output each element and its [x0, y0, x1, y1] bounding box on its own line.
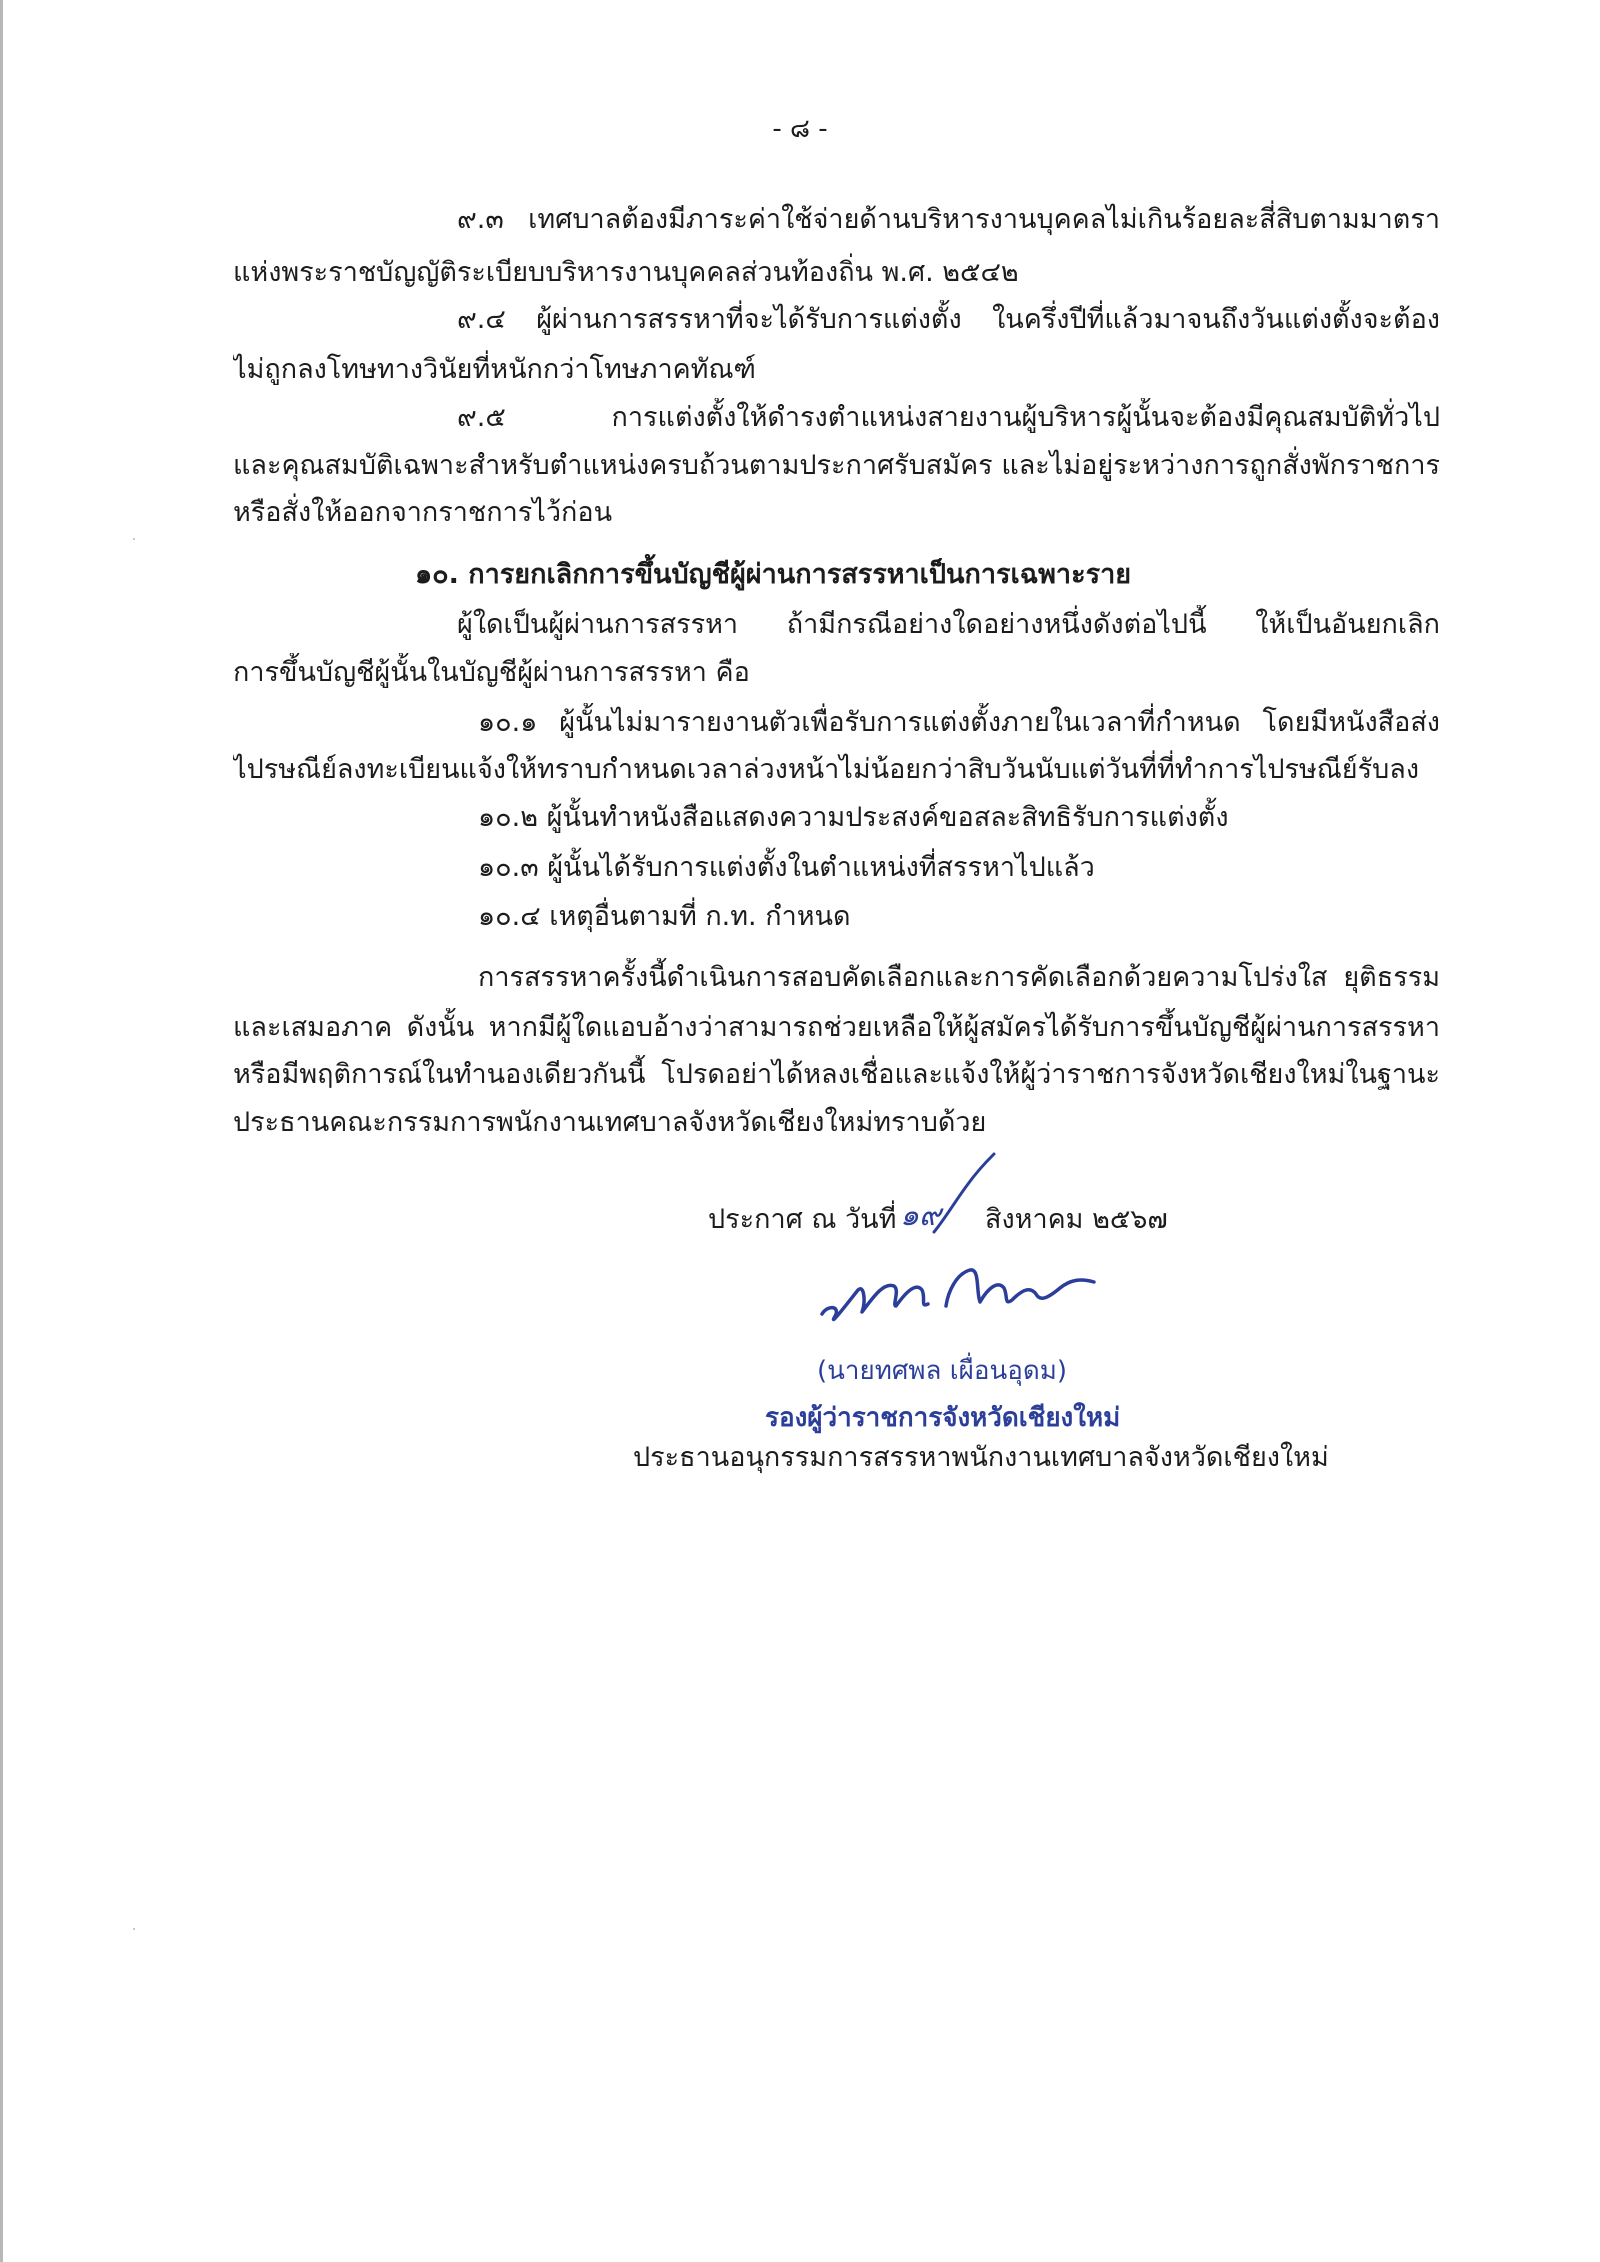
signatory-position: รองผู้ว่าราชการจังหวัดเชียงใหม่: [765, 1403, 1121, 1433]
closing-line-4: ประธานคณะกรรมการพนักงานเทศบาลจังหวัดเชียงใหม่ทราบด้วย: [233, 1107, 987, 1138]
clause-9-3-line-1: ๙.๓ เทศบาลต้องมีภาระค่าใช้จ่ายด้านบริหารงานบุคคลไม่เกินร้อยละสี่สิบตามมาตรา: [457, 204, 1440, 235]
clause-9-3-line-2: แห่งพระราชบัญญัติระเบียบบริหารงานบุคคลส่วนท้องถิ่น พ.ศ. ๒๕๔๒: [233, 257, 1019, 288]
signature: [808, 1248, 1108, 1338]
signatory-name: (นายทศพล เผื่อนอุดม): [817, 1356, 1068, 1386]
closing-line-2: และเสมอภาค ดังนั้น หากมีผู้ใดแอบอ้างว่าสามารถช่วยเหลือให้ผู้สมัครได้รับการขึ้นบัญชีผู้ผ่านการสรรหา: [233, 1012, 1440, 1043]
clause-10-1-line-2: ไปรษณีย์ลงทะเบียนแจ้งให้ทราบกำหนดเวลาล่วงหน้าไม่น้อยกว่าสิบวันนับแต่วันที่ที่ทำการไปรษณีย์รับลง: [233, 754, 1419, 785]
announcement-day-handwritten: ๑๙: [900, 1198, 942, 1233]
announcement-date-month-year: สิงหาคม ๒๕๖๗: [985, 1204, 1168, 1235]
clause-10-4: ๑๐.๔ เหตุอื่นตามที่ ก.ท. กำหนด: [478, 901, 851, 932]
scan-speck: [133, 1928, 135, 1930]
clause-9-5-line-1: ๙.๕ การแต่งตั้งให้ดำรงตำแหน่งสายงานผู้บริหารผู้นั้นจะต้องมีคุณสมบัติทั่วไป: [457, 402, 1440, 433]
section-10-heading: ๑๐. การยกเลิกการขึ้นบัญชีผู้ผ่านการสรรหาเป็นการเฉพาะราย: [415, 559, 1132, 590]
clause-10-3: ๑๐.๓ ผู้นั้นได้รับการแต่งตั้งในตำแหน่งที่สรรหาไปแล้ว: [478, 852, 1095, 883]
clause-9-5-line-3: หรือสั่งให้ออกจากราชการไว้ก่อน: [233, 497, 613, 528]
closing-line-1: การสรรหาครั้งนี้ดำเนินการสอบคัดเลือกและการคัดเลือกด้วยความโปร่งใส ยุติธรรม: [478, 962, 1440, 993]
clause-9-4-line-2: ไม่ถูกลงโทษทางวินัยที่หนักกว่าโทษภาคทัณฑ์: [233, 354, 756, 385]
clause-9-5-line-2: และคุณสมบัติเฉพาะสำหรับตำแหน่งครบถ้วนตามประกาศรับสมัคร และไม่อยู่ระหว่างการถูกสั่งพักราชการ: [233, 450, 1440, 481]
clause-10-2: ๑๐.๒ ผู้นั้นทำหนังสือแสดงความประสงค์ขอสละสิทธิรับการแต่งตั้ง: [478, 802, 1229, 833]
announcement-date-prefix: ประกาศ ณ วันที่: [708, 1204, 897, 1235]
clause-9-4-line-1: ๙.๔ ผู้ผ่านการสรรหาที่จะได้รับการแต่งตั้ง ในครึ่งปีที่แล้วมาจนถึงวันแต่งตั้งจะต้อง: [457, 304, 1440, 335]
closing-line-3: หรือมีพฤติการณ์ในทำนองเดียวกันนี้ โปรดอย่าได้หลงเชื่อและแจ้งให้ผู้ว่าราชการจังหวัดเชียงใหม่ในฐานะ: [233, 1059, 1440, 1090]
scan-edge: [0, 0, 3, 2262]
section-10-intro-line-2: การขึ้นบัญชีผู้นั้นในบัญชีผู้ผ่านการสรรหา คือ: [233, 657, 750, 688]
clause-10-1-line-1: ๑๐.๑ ผู้นั้นไม่มารายงานตัวเพื่อรับการแต่งตั้งภายในเวลาที่กำหนด โดยมีหนังสือส่ง: [478, 707, 1440, 738]
signatory-role: ประธานอนุกรรมการสรรหาพนักงานเทศบาลจังหวัดเชียงใหม่: [633, 1442, 1329, 1473]
handwritten-check-mark: [930, 1150, 1000, 1240]
section-10-intro-line-1: ผู้ใดเป็นผู้ผ่านการสรรหา ถ้ามีกรณีอย่างใดอย่างหนึ่งดังต่อไปนี้ ให้เป็นอันยกเลิก: [457, 609, 1440, 640]
page-number: - ๘ -: [772, 114, 828, 144]
scan-speck: [133, 538, 135, 540]
